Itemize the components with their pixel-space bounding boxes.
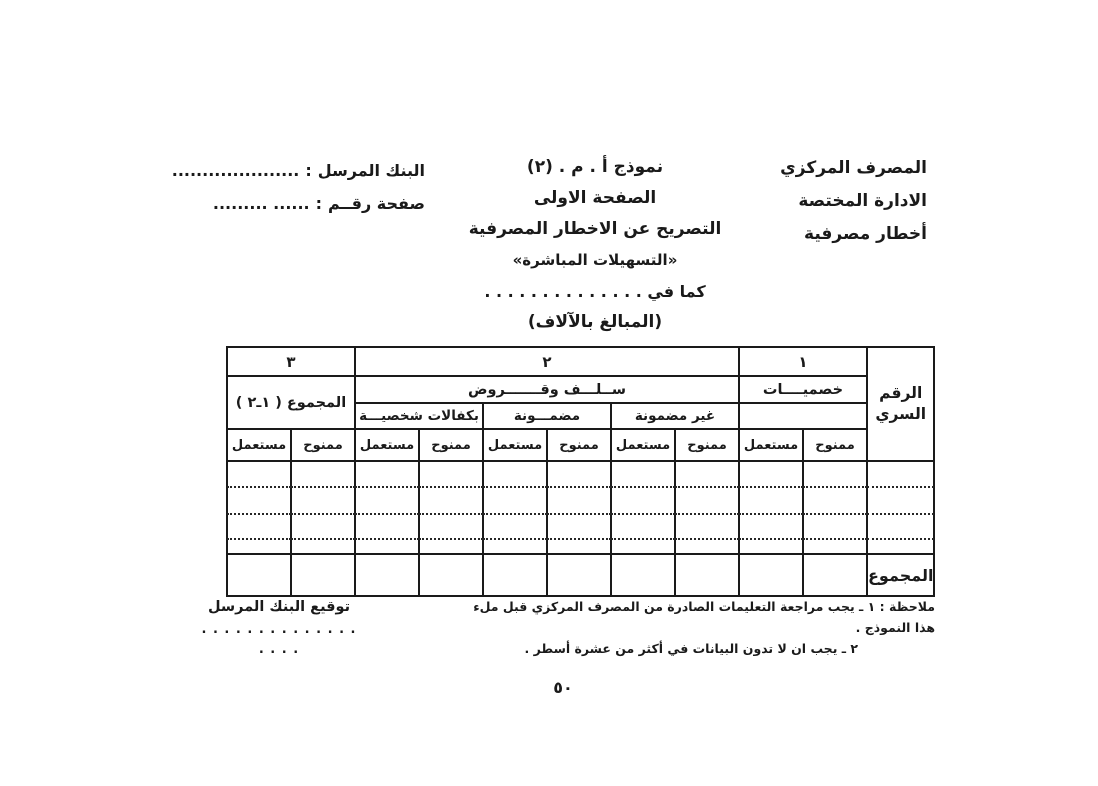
group-liabilities-header: خصميــــات <box>739 376 867 403</box>
granted-header: ممنوح <box>803 429 867 461</box>
bank-risks-label: أخطار مصرفية <box>804 224 927 244</box>
table-body-row <box>227 461 934 554</box>
sub-unsecured-header: غير مضمونة <box>611 403 739 429</box>
used-header: مستعمل <box>227 429 291 461</box>
entry-cell[interactable] <box>419 461 483 554</box>
writing-guide-line <box>419 486 483 488</box>
signature-fill-dots[interactable]: . . . . . . . . . . . . . . . . . . <box>201 622 357 657</box>
writing-guide-line <box>227 513 291 515</box>
form-subtitle: «التسهيلات المباشرة» <box>512 251 678 269</box>
writing-guide-line <box>547 538 611 540</box>
group-total-header: المجموع ( ١ـ٢ ) <box>227 376 355 429</box>
serial-entry-cell[interactable] <box>867 461 934 554</box>
group-number-3: ٣ <box>227 347 355 376</box>
writing-guide-line <box>291 513 355 515</box>
writing-guide-line <box>547 513 611 515</box>
serial-header-line2: السري <box>875 405 927 423</box>
as-of-field <box>438 276 752 307</box>
total-value-cell[interactable] <box>675 554 739 596</box>
group-number-2: ٢ <box>355 347 739 376</box>
writing-guide-line <box>803 513 867 515</box>
entry-cell[interactable] <box>483 461 547 554</box>
writing-guide-line <box>291 538 355 540</box>
writing-guide-line <box>611 486 675 488</box>
form-title: التصريح عن الاخطار المصرفية <box>468 219 722 239</box>
notes-line-1: ملاحظة : ١ ـ يجب مراجعة التعليمات الصادرة من المصرف المركزي قبل ملء هذا النموذج . <box>473 599 935 635</box>
page-number-label: صفحة رقــم <box>328 194 425 213</box>
writing-guide-line <box>483 538 547 540</box>
page-number-field <box>182 187 425 220</box>
entry-cell[interactable] <box>547 461 611 554</box>
amounts-unit-note: (المبالغ بالآلاف) <box>527 312 663 332</box>
as-of-label: كما في <box>647 282 706 301</box>
granted-header: ممنوح <box>419 429 483 461</box>
notes-block <box>455 596 935 659</box>
used-header: مستعمل <box>739 429 803 461</box>
writing-guide-line <box>803 538 867 540</box>
total-value-cell[interactable] <box>419 554 483 596</box>
form-number: نموذج أ . م . (٢) <box>526 157 664 177</box>
total-value-cell[interactable] <box>483 554 547 596</box>
writing-guide-line <box>611 538 675 540</box>
risk-declaration-table <box>226 346 935 597</box>
competent-admin-label: الادارة المختصة <box>798 191 927 211</box>
total-value-cell[interactable] <box>803 554 867 596</box>
sub-personal-guarantees-header: بكفالات شخصيـــة <box>355 403 483 429</box>
writing-guide-line <box>355 538 419 540</box>
notes-line-2: ٢ ـ يجب ان لا تدون البيانات في أكثر من عشرة أسطر . <box>524 641 858 656</box>
writing-guide-line <box>227 538 291 540</box>
entry-cell[interactable] <box>355 461 419 554</box>
writing-guide-line <box>739 538 803 540</box>
issuer-block <box>780 152 927 251</box>
entry-cell[interactable] <box>291 461 355 554</box>
granted-header: ممنوح <box>675 429 739 461</box>
writing-guide-line <box>611 513 675 515</box>
writing-guide-line <box>291 486 355 488</box>
sub-secured-header: مضمـــونة <box>483 403 611 429</box>
signature-label: توقيع البنك المرسل <box>207 599 351 615</box>
entry-cell[interactable] <box>675 461 739 554</box>
writing-guide-line <box>355 486 419 488</box>
writing-guide-line <box>355 513 419 515</box>
sending-bank-label: البنك المرسل <box>317 161 425 180</box>
total-value-cell[interactable] <box>227 554 291 596</box>
total-row <box>227 554 934 596</box>
page-number-fill-dots[interactable]: ...... ......... <box>212 194 310 213</box>
writing-guide-line <box>227 486 291 488</box>
central-bank-label: المصرف المركزي <box>780 158 927 178</box>
writing-guide-line <box>419 538 483 540</box>
page-number: ٥٠ <box>553 678 573 697</box>
writing-guide-line <box>867 538 934 540</box>
bank-fields-block <box>171 154 425 220</box>
writing-guide-line <box>419 513 483 515</box>
total-value-cell[interactable] <box>291 554 355 596</box>
writing-guide-line <box>739 513 803 515</box>
liabilities-empty-subheader <box>739 403 867 429</box>
total-value-cell[interactable] <box>739 554 803 596</box>
serial-number-header <box>867 347 934 461</box>
used-header: مستعمل <box>483 429 547 461</box>
used-header: مستعمل <box>355 429 419 461</box>
form-title-block <box>438 152 752 338</box>
writing-guide-line <box>867 513 934 515</box>
writing-guide-line <box>675 486 739 488</box>
granted-header: ممنوح <box>291 429 355 461</box>
serial-header-line1: الرقم <box>879 384 923 402</box>
sending-bank-field <box>171 154 425 187</box>
granted-header: ممنوح <box>547 429 611 461</box>
colon: : <box>305 161 312 180</box>
entry-cell[interactable] <box>611 461 675 554</box>
form-page-name: الصفحة الاولى <box>533 188 657 208</box>
total-value-cell[interactable] <box>355 554 419 596</box>
as-of-fill-dots[interactable]: . . . . . . . . . . . . . . <box>484 282 642 301</box>
writing-guide-line <box>483 513 547 515</box>
writing-guide-line <box>675 513 739 515</box>
writing-guide-line <box>867 486 934 488</box>
writing-guide-line <box>803 486 867 488</box>
sending-bank-fill-dots[interactable]: ..................... <box>171 161 300 180</box>
writing-guide-line <box>483 486 547 488</box>
group-number-1: ١ <box>739 347 867 376</box>
colon: : <box>315 194 323 213</box>
writing-guide-line <box>739 486 803 488</box>
used-header: مستعمل <box>611 429 675 461</box>
total-value-cell[interactable] <box>547 554 611 596</box>
group-loans-advances-header: ســلـــف وقـــــــروض <box>355 376 739 403</box>
total-label-cell: المجموع <box>867 554 934 596</box>
writing-guide-line <box>547 486 611 488</box>
total-value-cell[interactable] <box>611 554 675 596</box>
entry-cell[interactable] <box>227 461 291 554</box>
entry-cell[interactable] <box>803 461 867 554</box>
writing-guide-line <box>675 538 739 540</box>
entry-cell[interactable] <box>739 461 803 554</box>
signature-block <box>200 597 358 660</box>
